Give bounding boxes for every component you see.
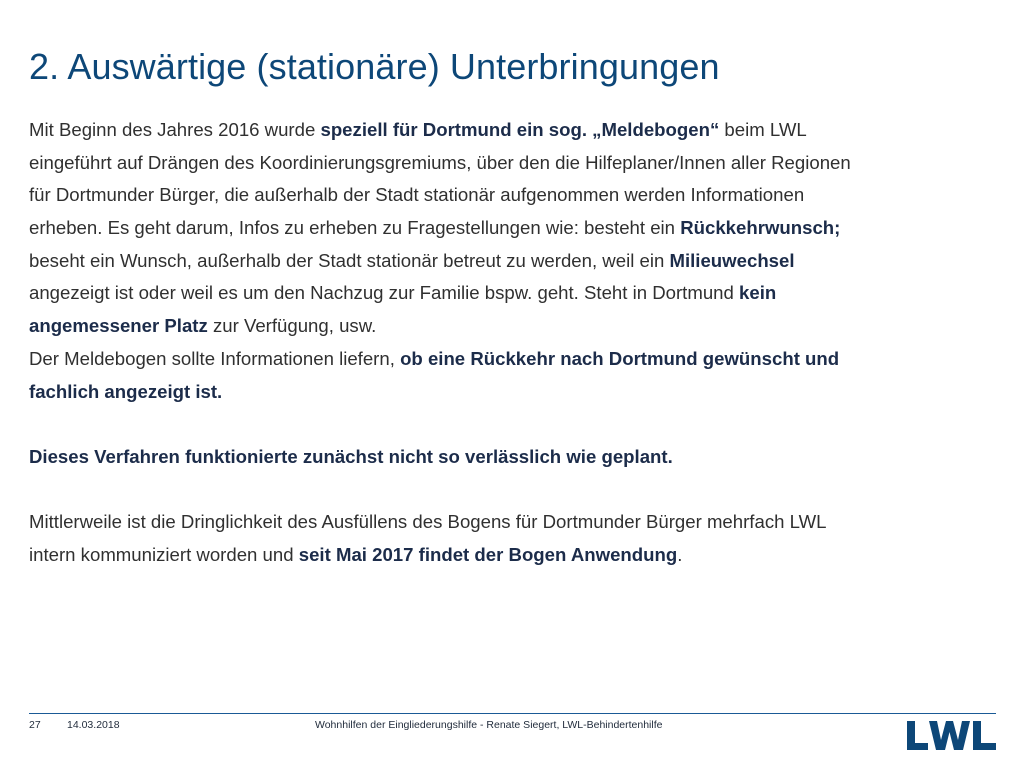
body-line: fachlich angezeigt ist. (29, 380, 223, 402)
body-line: angezeigt ist oder weil es um den Nachzug zur Familie bspw. geht. Steht in Dortmund kein (29, 282, 777, 304)
lwl-logo (907, 720, 996, 751)
body-line: eingeführt auf Drängen des Koordinierungsgremiums, über den die Hilfeplaner/Innen aller Regionen (29, 151, 851, 173)
body-text (29, 114, 974, 572)
body-line: intern kommuniziert worden und seit Mai 2017 findet der Bogen Anwendung. (29, 543, 683, 565)
body-line: Mit Beginn des Jahres 2016 wurde speziell für Dortmund ein sog. „Meldebogen“ beim LWL (29, 119, 807, 140)
footer-date: 14.03.2018 (67, 719, 120, 731)
logo-letter-l2 (973, 721, 996, 750)
body-line: für Dortmunder Bürger, die außerhalb der Stadt stationär aufgenommen werden Informationen (29, 184, 805, 206)
blank-line (29, 408, 974, 441)
body-line: Dieses Verfahren funktionierte zunächst nicht so verlässlich wie geplant. (29, 445, 673, 467)
footer-text: Wohnhilfen der Eingliederungshilfe - Renate Siegert, LWL-Behindertenhilfe (315, 719, 663, 731)
slide-title: 2. Auswärtige (stationäre) Unterbringungen (29, 46, 720, 87)
body-line: Der Meldebogen sollte Informationen liefern, ob eine Rückkehr nach Dortmund gewünscht und (29, 347, 840, 369)
body-line: erheben. Es geht darum, Infos zu erheben zu Fragestellungen wie: besteht ein Rückkehrwunsch; (29, 217, 841, 239)
footer-divider (29, 713, 996, 714)
body-line: angemessener Platz zur Verfügung, usw. (29, 315, 377, 337)
blank-line (29, 474, 974, 507)
body-line: beseht ein Wunsch, außerhalb der Stadt stationär betreut zu werden, weil ein Milieuwechsel (29, 249, 795, 271)
page-number: 27 (29, 719, 41, 731)
logo-letter-l1 (907, 721, 928, 750)
body-line: Mittlerweile ist die Dringlichkeit des Ausfüllens des Bogens für Dortmunder Bürger mehrfach LWL (29, 511, 827, 533)
logo-letter-w (929, 721, 970, 750)
